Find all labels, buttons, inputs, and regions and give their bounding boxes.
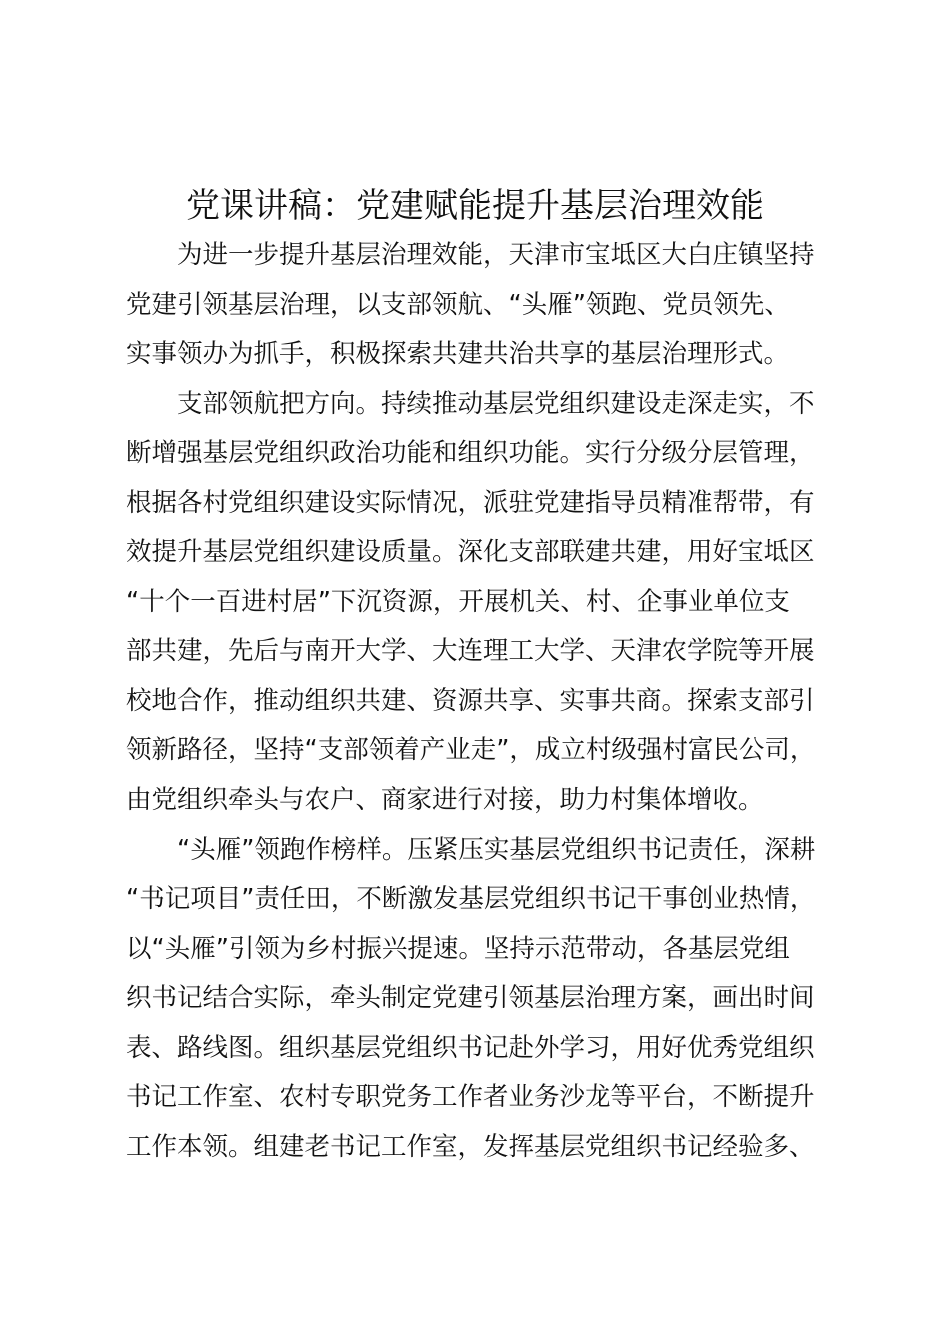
text-line: 校地合作，推动组织共建、资源共享、实事共商。探索支部引 <box>126 685 815 716</box>
text-line: “头雁”领跑作榜样。压紧压实基层党组织书记责任，深耕 <box>126 834 816 865</box>
text-line: 织书记结合实际，牵头制定党建引领基层治理方案，画出时间 <box>126 983 815 1014</box>
text-line: 根据各村党组织建设实际情况，派驻党建指导员精准帮带，有 <box>126 487 815 518</box>
text-line: 以“头雁”引领为乡村振兴提速。坚持示范带动，各基层党组 <box>126 933 790 964</box>
text-line: 支部领航把方向。持续推动基层党组织建设走深走实，不 <box>126 388 815 419</box>
text-line: 党建引领基层治理，以支部领航、“头雁”领跑、党员领先、 <box>126 289 790 320</box>
text-line: 为进一步提升基层治理效能，天津市宝坻区大白庄镇坚持 <box>126 240 815 270</box>
text-line: 领新路径，坚持“支部领着产业走”，成立村级强村富民公司， <box>126 735 816 766</box>
text-line: 断增强基层党组织政治功能和组织功能。实行分级分层管理， <box>126 438 815 469</box>
text-line: 书记工作室、农村专职党务工作者业务沙龙等平台，不断提升 <box>126 1082 815 1113</box>
text-line: 由党组织牵头与农户、商家进行对接，助力村集体增收。 <box>126 785 764 816</box>
text-line: 效提升基层党组织建设质量。深化支部联建共建，用好宝坻区 <box>126 537 815 568</box>
text-line: 表、路线图。组织基层党组织书记赴外学习，用好优秀党组织 <box>126 1032 815 1063</box>
text-line: 实事领办为抓手，积极探索共建共治共享的基层治理形式。 <box>126 339 790 370</box>
text-line: 工作本领。组建老书记工作室，发挥基层党组织书记经验多、 <box>126 1131 815 1162</box>
text-line: 部共建，先后与南开大学、大连理工大学、天津农学院等开展 <box>126 636 815 667</box>
text-line: “十个一百进村居”下沉资源，开展机关、村、企事业单位支 <box>126 586 790 617</box>
document-body <box>126 231 846 1172</box>
document-title: 党课讲稿：党建赋能提升基层治理效能 <box>186 186 764 226</box>
text-line: “书记项目”责任田，不断激发基层党组织书记干事创业热情， <box>126 884 816 915</box>
